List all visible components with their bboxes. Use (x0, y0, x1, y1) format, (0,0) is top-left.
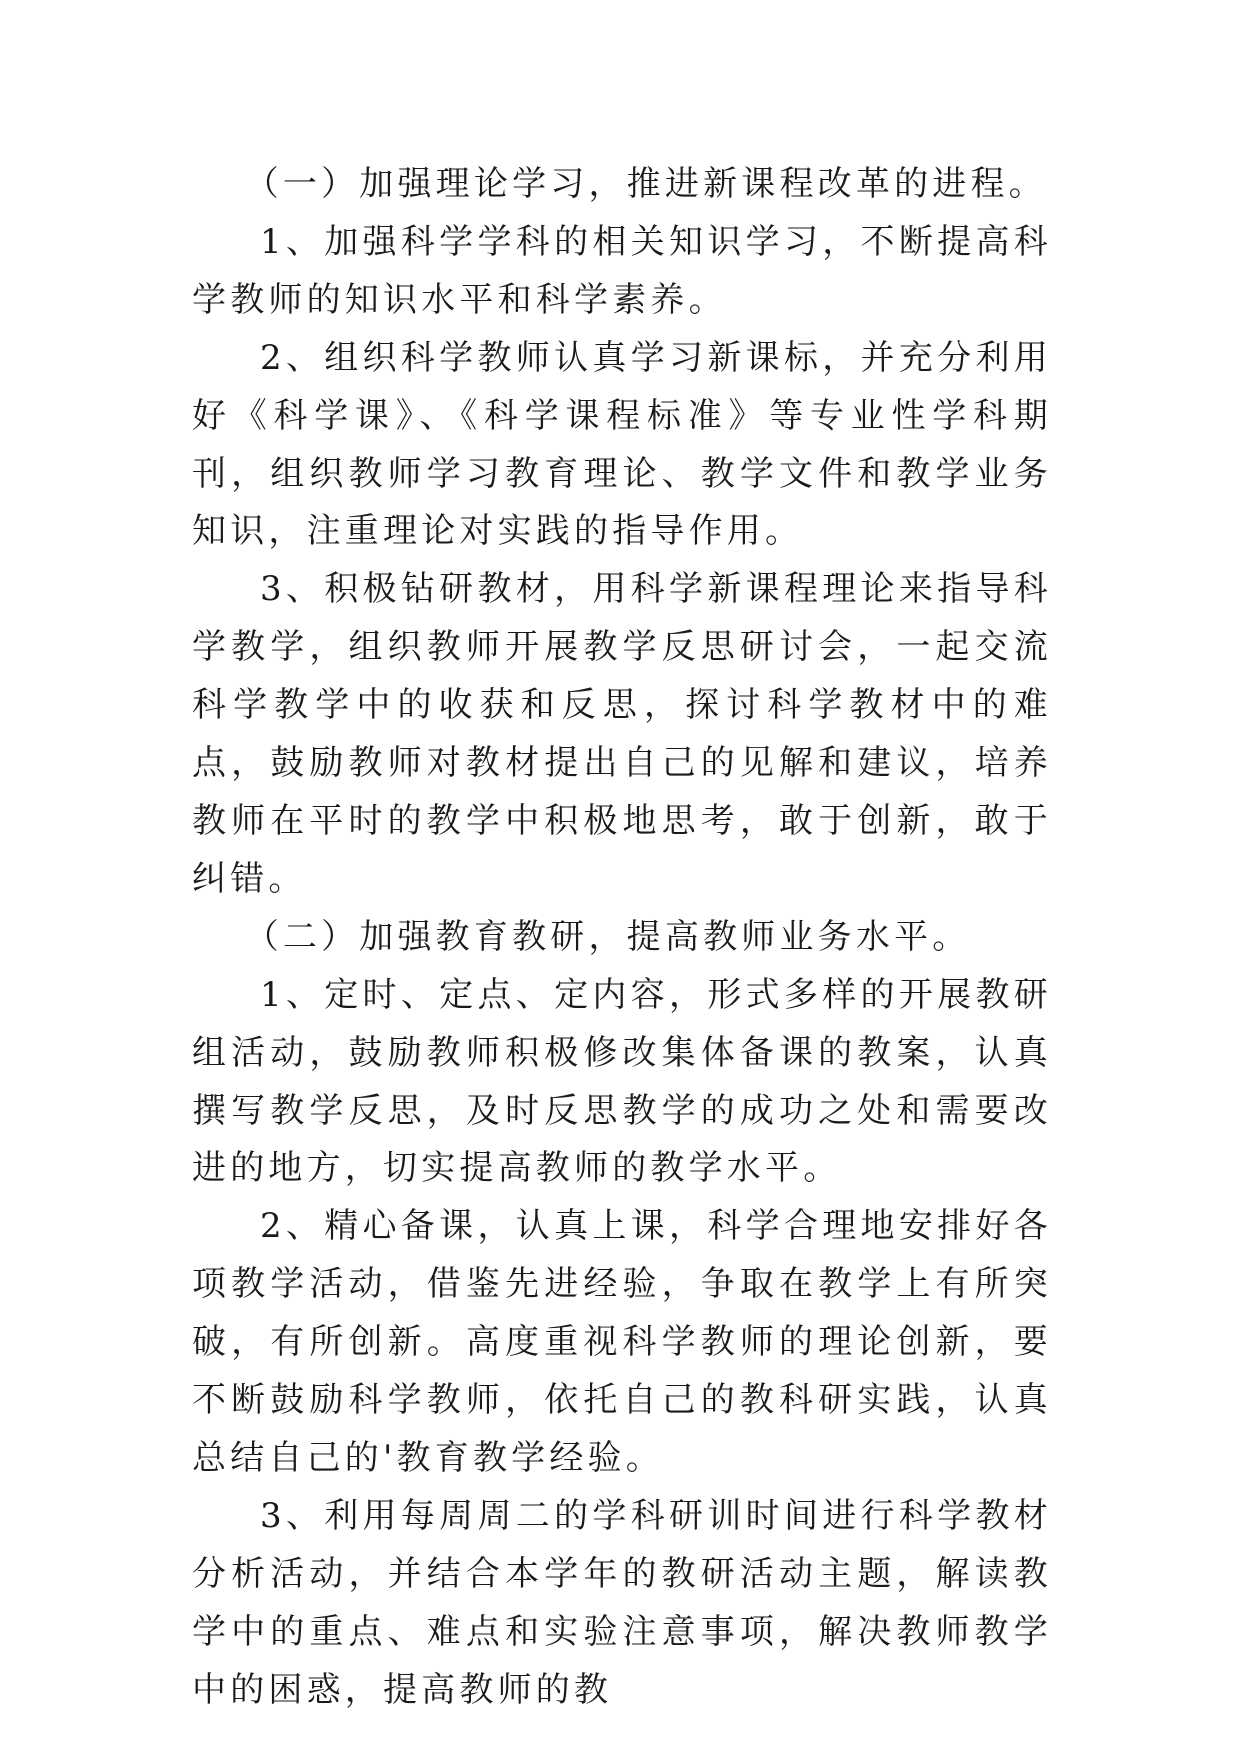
paragraph-1-2: 2、组织科学教师认真学习新课标，并充分利用好《科学课》、《科学课程标准》等专业性学科期刊，组织教师学习教育理论、教学文件和教学业务知识，注重理论对实践的指导作用。 (192, 337, 1052, 552)
paragraph-1-3: 3、积极钻研教材，用科学新课程理论来指导科学教学，组织教师开展教学反思研讨会，一起交流科学教学中的收获和反思，探讨科学教材中的难点，鼓励教师对教材提出自己的见解和建议，培养教师在平时的教学中积极地思考，敢于创新，敢于纠错。 (192, 569, 1052, 899)
section-heading-2: （二）加强教育教研，提高教师业务水平。 (244, 916, 971, 957)
paragraph-2-3: 3、利用每周周二的学科研训时间进行科学教材分析活动，并结合本学年的教研活动主题，解读教学中的重点、难点和实验注意事项，解决教师教学中的困惑，提高教师的教 (192, 1495, 1052, 1710)
section-heading-1: （一）加强理论学习，推进新课程改革的进程。 (244, 164, 1047, 204)
document-body (192, 156, 1052, 1719)
paragraph-2-1: 1、定时、定点、定内容，形式多样的开展教研组活动，鼓励教师积极修改集体备课的教案，认真撰写教学反思，及时反思教学的成功之处和需要改进的地方，切实提高教师的教学水平。 (192, 974, 1052, 1189)
paragraph-2-2: 2、精心备课，认真上课，科学合理地安排好各项教学活动，借鉴先进经验，争取在教学上有所突破，有所创新。高度重视科学教师的理论创新，要不断鼓励科学教师，依托自己的教科研实践，认真总结自己的'教育教学经验。 (192, 1206, 1052, 1478)
paragraph-1-1: 1、加强科学学科的相关知识学习，不断提高科学教师的知识水平和科学素养。 (192, 221, 1052, 320)
